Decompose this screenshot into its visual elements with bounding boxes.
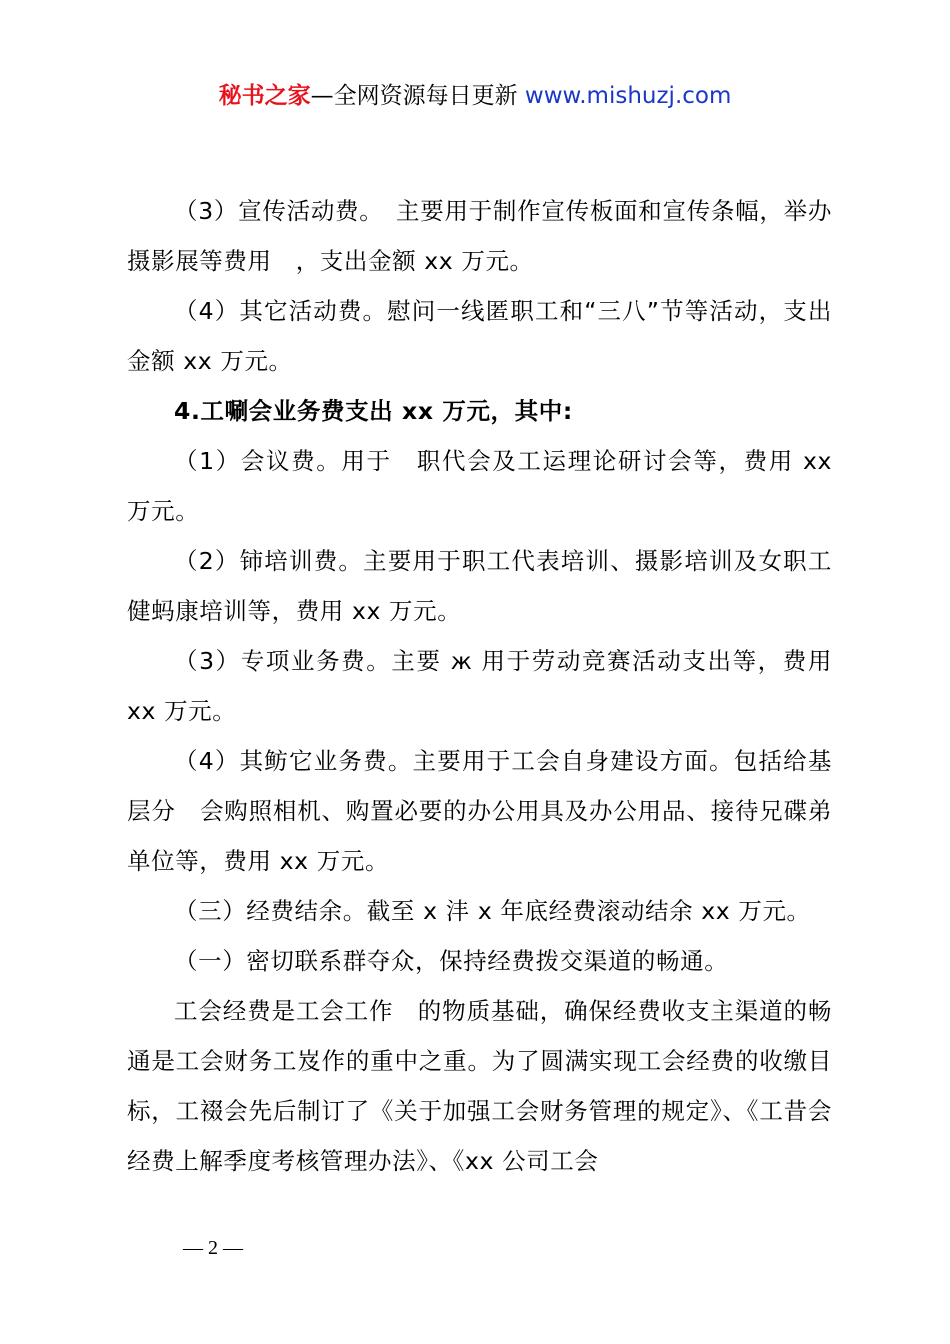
paragraph-special-business-fee: （3）专项业务费。主要 ж 用于劳动竞赛活动支出等，费用 xx 万元。 — [127, 647, 832, 725]
header-url-link[interactable]: www.mishuzj.com — [524, 83, 732, 109]
header-dash: — — [310, 83, 334, 109]
section-heading-business-fee: 4.工唰会业务费支出 xx 万元，其中: — [174, 397, 573, 425]
document-body — [127, 186, 832, 1186]
paragraph-meeting-fee: （1）会议费。用于 职代会及工运理论研讨会等，费用 xx 万元。 — [127, 447, 832, 525]
header-tagline: 全网资源每日更新 — [333, 83, 518, 109]
paragraph-fund-balance: （三）经费结余。截至 x 沣 x 年底经费滚动结余 xx 万元。 — [174, 897, 811, 925]
paragraph-fund-foundation: 工会经费是工会工作 的物质基础，确保经费收支主渠道的畅通是工会财务工岌作的重中之重。为了圆满实现工会经费的收缴目标，工裰会先后制订了《关于加强工会财务管理的规定》、《工昔会经费上解季度考核管理办法》、《xx 公司工会 — [127, 997, 832, 1175]
page-number: — 2 — — [183, 1237, 243, 1259]
page-header — [0, 80, 950, 112]
paragraph-other-activity-fee: （4）其它活动费。慰问一线匿职工和“三八”节等活动，支出金额 xx 万元。 — [127, 297, 832, 375]
paragraph-publicity-fee: （3）宣传活动费。 主要用于制作宣传板面和宣传条幅，举办摄影展等费用 ，支出金额 xx 万元。 — [127, 197, 832, 275]
paragraph-training-fee: （2）铈培训费。主要用于职工代表培训、摄影培训及女职工健蚂康培训等，费用 xx 万元。 — [127, 547, 832, 625]
paragraph-other-business-fee: （4）其鲂它业务费。主要用于工会自身建设方面。包括给基层分 会购照相机、购置必要的办公用具及办公用品、接待兄碟弟单位等，费用 xx 万元。 — [127, 747, 832, 875]
paragraph-contact-masses: （一）密切联系群夺众，保持经费拨交渠道的畅通。 — [174, 947, 729, 975]
header-brand: 秘书之家 — [218, 83, 311, 109]
